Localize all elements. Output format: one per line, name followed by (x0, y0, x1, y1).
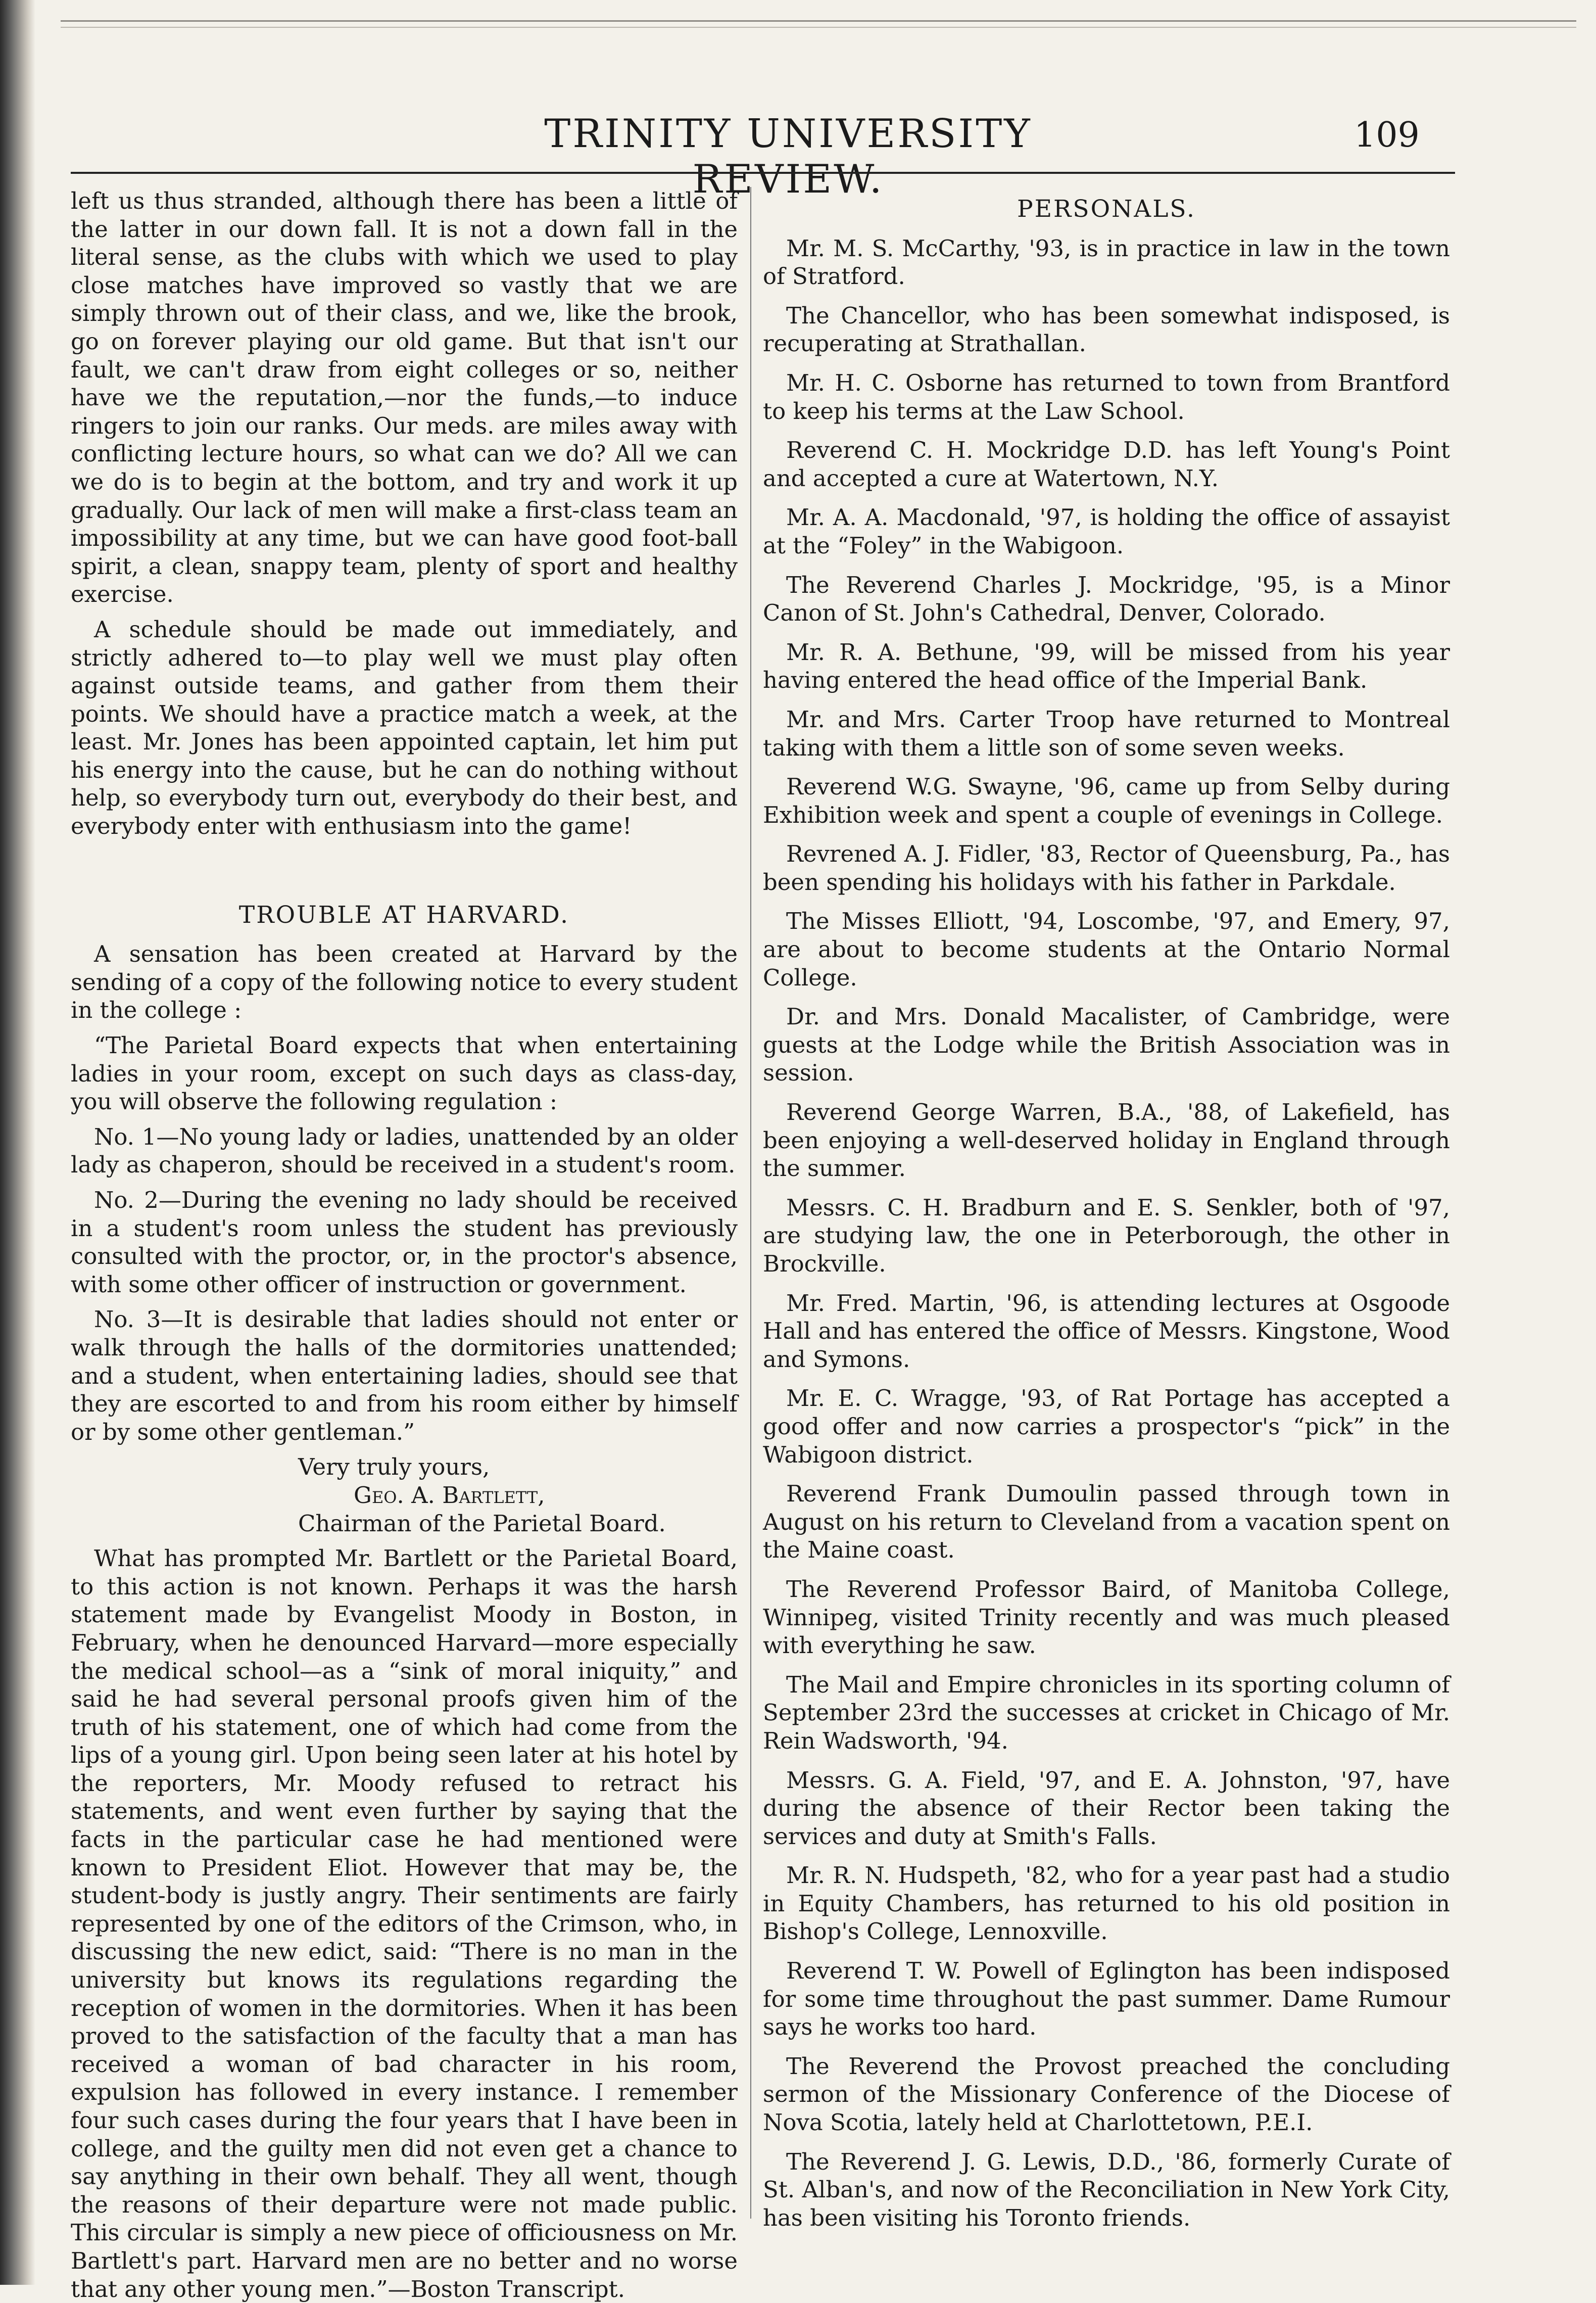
letter-closing: Very truly yours, (298, 1453, 490, 1481)
personal-item: Mr. R. A. Bethune, '99, will be missed from his year having entered the head office of the Imperial Bank. (763, 638, 1450, 694)
right-column (763, 187, 1450, 2269)
personal-item: Dr. and Mrs. Donald Macalister, of Cambridge, were guests at the Lodge while the British Association was in session. (763, 1003, 1450, 1087)
left-column (71, 187, 738, 2302)
notice-rule-2: No. 2—During the evening no lady should be received in a student's room unless the student has previously consulted with the proctor, or, in the proctor's absence, with some other officer of instruction or government. (71, 1187, 738, 1298)
masthead (0, 111, 1596, 202)
personal-item: Mr. Fred. Martin, '96, is attending lectures at Osgoode Hall and has entered the office of Messrs. Kingstone, Wood and Symons. (763, 1289, 1450, 1373)
personal-item: The Misses Elliott, '94, Loscombe, '97, and Emery, 97, are about to become students at the Ontario Normal College. (763, 908, 1450, 991)
harvard-intro: A sensation has been created at Harvard by the sending of a copy of the following notice to every student in the college : (71, 941, 738, 1024)
personal-item: Revrened A. J. Fidler, '83, Rector of Queensburg, Pa., has been spending his holidays with his father in Parkdale. (763, 840, 1450, 896)
notice-rule-3: No. 3—It is desirable that ladies should not enter or walk through the halls of the dormitories unattended; and a student, when entertaining ladies, should see that they are escorted to and from his room either by himself or by some other gentleman.” (71, 1306, 738, 1445)
personal-item: Mr. R. N. Hudspeth, '82, who for a year past had a studio in Equity Chambers, has returned to his old position in Bishop's College, Lennoxville. (763, 1862, 1450, 1945)
personal-item: The Chancellor, who has been somewhat indisposed, is recuperating at Strathallan. (763, 302, 1450, 357)
personal-item: The Reverend the Provost preached the concluding sermon of the Missionary Conference of the Diocese of Nova Scotia, lately held at Charlottetown, P.E.I. (763, 2052, 1450, 2136)
harvard-commentary: What has prompted Mr. Bartlett or the Parietal Board, to this action is not known. Perhaps it was the harsh statement made by Evangelist Moody in Boston, in February, when he denounced Harvard—more especially the medical school—as a “sink of moral iniquity,” and said he had several personal proofs given him of the truth of his statement, one of which had come from the lips of a young girl. Upon being seen later at his hotel by the reporters, Mr. Moody refused to retract his statements, and went even further by saying that the facts in the particular case he had mentioned were known to President Eliot. However that may be, the student-body is justly angry. Their sentiments are fairly represented by one of the editors of the Crimson, who, in discussing the new edict, said: “There is no man in the university but knows its regulations regarding the reception of women in the dormitories. When it has been proved to the satisfaction of the faculty that a man has received a woman of bad character in his room, expulsion has followed in every instance. I remember four such cases during the four years that I have been in college, and the guilty men did not even get a chance to say anything in their own behalf. They all went, though the reasons of their departure were not made public. This circular is simply a new piece of officiousness on Mr. Bartlett's part. Harvard men are no better and no worse that any other young men.”—Boston Transcript. (71, 1545, 738, 2302)
personal-item: The Reverend Charles J. Mockridge, '95, is a Minor Canon of St. John's Cathedral, Denver, Colorado. (763, 571, 1450, 627)
personals-heading: PERSONALS. (1017, 195, 1196, 223)
personal-item: Messrs. C. H. Bradburn and E. S. Senkler, both of '97, are studying law, the one in Peterborough, the other in Brockville. (763, 1194, 1450, 1277)
football-paragraph: A schedule should be made out immediately, and strictly adhered to—to play well we must play often against outside teams, and gather from them their points. We should have a practice match a week, at the least. Mr. Jones has been appointed captain, let him put his energy into the cause, but he can do nothing without help, so everybody turn out, everybody do their best, and everybody enter with enthusiasm into the game! (71, 616, 738, 840)
section-gap (71, 848, 738, 893)
scan-binding-edge (0, 0, 35, 2285)
notice-rule-1: No. 1—No young lady or ladies, unattended by an older lady as chaperon, should be received in a student's room. (71, 1123, 738, 1179)
letter-signature: Geo. A. Bartlett, (354, 1481, 545, 1509)
page-number: 109 (1354, 115, 1420, 155)
personal-item: The Mail and Empire chronicles in its sporting column of September 23rd the successes at cricket in Chicago of Mr. Rein Wadsworth, '94. (763, 1671, 1450, 1754)
personal-item: Messrs. G. A. Field, '97, and E. A. Johnston, '97, have during the absence of their Rector been taking the services and duty at Smith's Falls. (763, 1766, 1450, 1850)
harvard-heading: TROUBLE AT HARVARD. (238, 901, 570, 929)
personal-item: Reverend George Warren, B.A., '88, of Lakefield, has been enjoying a well-deserved holiday in England through the summer. (763, 1099, 1450, 1182)
personal-item: The Reverend J. G. Lewis, D.D., '86, formerly Curate of St. Alban's, and now of the Reconciliation in New York City, has been visiting his Toronto friends. (763, 2148, 1450, 2231)
publication-title: TRINITY UNIVERSITY REVIEW. (544, 111, 1032, 202)
personal-item: Mr. H. C. Osborne has returned to town from Brantford to keep his terms at the Law School. (763, 369, 1450, 425)
personal-item: Reverend C. H. Mockridge D.D. has left Young's Point and accepted a cure at Watertown, N.Y. (763, 437, 1450, 492)
letter-signature-title: Chairman of the Parietal Board. (298, 1510, 666, 1537)
personal-item: Mr. A. A. Macdonald, '97, is holding the office of assayist at the “Foley” in the Wabigoon. (763, 504, 1450, 559)
personal-item: The Reverend Professor Baird, of Manitoba College, Winnipeg, visited Trinity recently and was much pleased with everything he saw. (763, 1575, 1450, 1659)
personal-item: Reverend Frank Dumoulin passed through town in August on his return to Cleveland from a vacation spent on the Maine coast. (763, 1480, 1450, 1564)
header-rule (71, 172, 1455, 174)
column-divider (750, 187, 751, 2219)
personal-item: Mr. E. C. Wragge, '93, of Rat Portage has accepted a good offer and now carries a prospector's “pick” in the Wabigoon district. (763, 1385, 1450, 1468)
personal-item: Mr. M. S. McCarthy, '93, is in practice in law in the town of Stratford. (763, 234, 1450, 290)
football-paragraph: left us thus stranded, although there has been a little of the latter in our down fall. It is not a down fall in the literal sense, as the clubs with which we used to play close matches have improved so vastly that we are simply thrown out of their class, and we, like the brook, go on forever playing our old game. But that isn't our fault, we can't draw from eight colleges or so, neither have we the reputation,—nor the funds,—to induce ringers to join our ranks. Our meds. are miles away with conflicting lecture hours, so what can we do? All we can we do is to begin at the bottom, and try and work it up gradually. Our lack of men will make a first-class team an impossibility at any time, but we can have good foot-ball spirit, a clean, snappy team, plenty of sport and healthy exercise. (71, 187, 738, 608)
top-scan-rule (61, 20, 1576, 28)
personal-item: Reverend W.G. Swayne, '96, came up from Selby during Exhibition week and spent a couple of evenings in College. (763, 773, 1450, 828)
notice-paragraph: “The Parietal Board expects that when entertaining ladies in your room, except on such days as class-day, you will observe the following regulation : (71, 1032, 738, 1115)
personal-item: Mr. and Mrs. Carter Troop have returned to Montreal taking with them a little son of some seven weeks. (763, 706, 1450, 761)
personal-item: Reverend T. W. Powell of Eglington has been indisposed for some time throughout the past summer. Dame Rumour says he works too hard. (763, 1957, 1450, 2041)
